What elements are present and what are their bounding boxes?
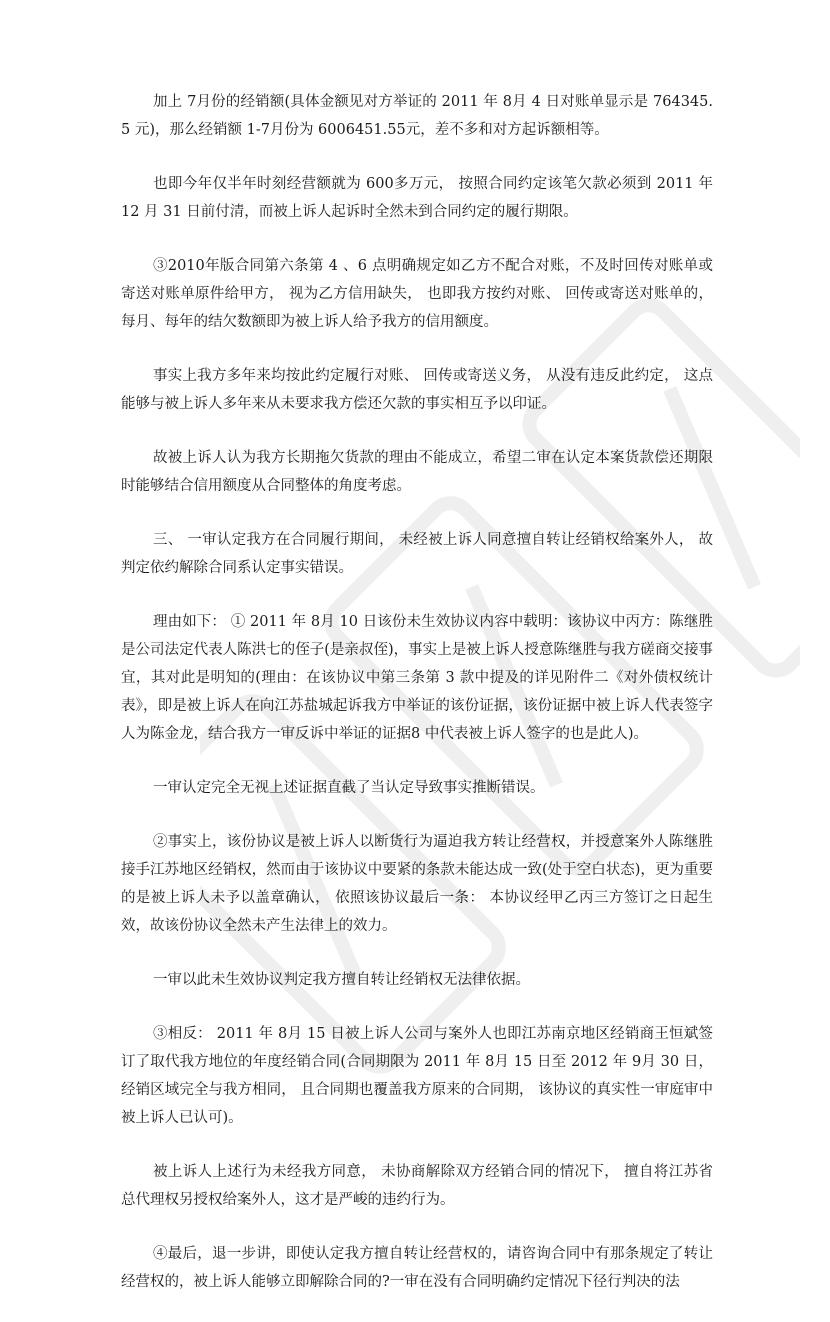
paragraph-5: 故被上诉人认为我方长期拖欠货款的理由不能成立，希望二审在认定本案货款偿还期限时能够结合信用额度从合同整体的角度考虑。 [121,450,713,494]
paragraph-8: 一审认定完全无视上述证据直截了当认定导致事实推断错误。 [153,780,545,796]
paragraph-4: 事实上我方多年来均按此约定履行对账、 回传或寄送义务， 从没有违反此约定， 这点能够与被上诉人多年来从未要求我方偿还欠款的事实相互予以印证。 [121,368,713,412]
paragraph-11: ③相反： 2011 年 8月 15 日被上诉人公司与案外人也即江苏南京地区经销商王恒斌签订了取代我方地位的年度经销合同(合同期限为 2011 年 8月 15 日至 2012 年 9月 30 日，经销区域完全与我方相同， 且合同期也覆盖我方原来的合同期， 该协议的真实性一审庭审中被上诉人已认可)。 [121,1026,713,1126]
paragraph-9: ②事实上，该份协议是被上诉人以断货行为逼迫我方转让经营权，并授意案外人陈继胜接手江苏地区经销权，然而由于该协议中要紧的条款未能达成一致(处于空白状态)，更为重要的是被上诉人未予以盖章确认， 依照该协议最后一条： 本协议经甲乙丙三方签订之日起生效，故该份协议全然未产生法律上的效力。 [121,834,713,934]
paragraph-13: ④最后，退一步讲，即使认定我方擅自转让经营权的，请咨询合同中有那条规定了转让经营权的，被上诉人能够立即解除合同的?一审在没有合同明确约定情况下径行判决的法 [121,1246,713,1290]
paragraph-7: 理由如下： ① 2011 年 8月 10 日该份未生效协议内容中载明：该协议中丙方：陈继胜是公司法定代表人陈洪七的侄子(是亲叔侄)，事实上是被上诉人授意陈继胜与我方磋商交接事宜，其对此是明知的(理由：在该协议中第三条第 3 款中提及的详见附件二《对外债权统计表》，即是被上诉人在向江苏盐城起诉我方中举证的该份证据，该份证据中被上诉人代表签字人为陈金龙，结合我方一审反诉中举证的证据8 中代表被上诉人签字的也是此人)。 [121,614,713,742]
paragraph-6: 三、 一审认定我方在合同履行期间， 未经被上诉人同意擅自转让经销权给案外人， 故判定依约解除合同系认定事实错误。 [121,532,713,576]
paragraph-3: ③2010年版合同第六条第 4 、6 点明确规定如乙方不配合对账，不及时回传对账单或寄送对账单原件给甲方， 视为乙方信用缺失， 也即我方按约对账、 回传或寄送对账单的，每月、每年的结欠数额即为被上诉人给予我方的信用额度。 [121,258,713,330]
paragraph-1: 加上 7月份的经销额(具体金额见对方举证的 2011 年 8月 4 日对账单显示是 764345.5 元)，那么经销额 1-7月份为 6006451.55元，差不多和对方起诉额相等。 [121,94,713,138]
paragraph-10: 一审以此未生效协议判定我方擅自转让经销权无法律依据。 [153,972,530,988]
paragraph-12: 被上诉人上述行为未经我方同意， 未协商解除双方经销合同的情况下， 擅自将江苏省总代理权另授权给案外人，这才是严峻的违约行为。 [121,1164,713,1208]
paragraph-2: 也即今年仅半年时刻经营额就为 600多万元， 按照合同约定该笔欠款必须到 2011 年 12 月 31 日前付清，而被上诉人起诉时全然未到合同约定的履行期限。 [121,176,713,220]
document-body [121,88,713,1322]
